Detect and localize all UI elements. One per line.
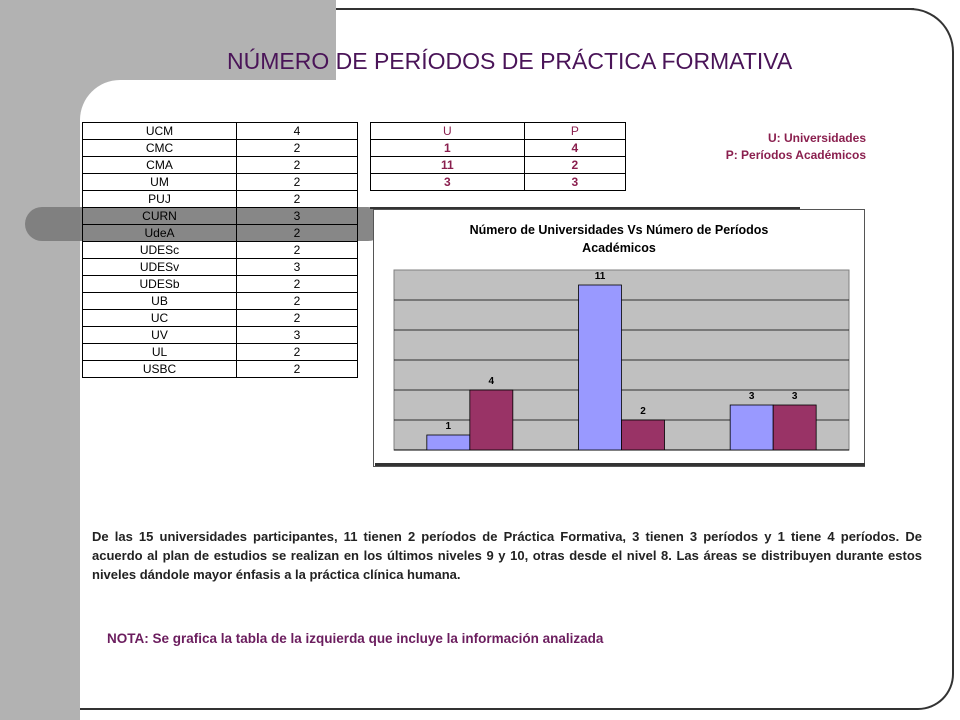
bar	[730, 405, 773, 450]
table-row	[83, 191, 358, 208]
table-row	[83, 242, 358, 259]
data-label: 1	[445, 421, 452, 432]
data-label: 2	[640, 406, 646, 417]
legend-note	[726, 130, 866, 164]
frame-bottom-border	[80, 708, 916, 710]
analysis-paragraph: De las 15 universidades participantes, 11 tienen 2 períodos de Práctica Formativa, 3 tienen 3 períodos y 1 tiene 4 períodos. De acuerdo al plan de estudios se realizan en los últimos niveles 9 y 10, otras desde el nivel 8. Las áreas se distribuyen durante estos niveles dándole mayor énfasis a la práctica clínica humana.	[92, 529, 922, 582]
university-cell: UDESc	[83, 242, 237, 259]
bar	[773, 405, 816, 450]
table-row	[83, 361, 358, 378]
university-cell: UV	[83, 327, 237, 344]
periods-cell: 2	[237, 157, 358, 174]
university-cell: UDESv	[83, 259, 237, 276]
legend-note-p: P: Períodos Académicos	[725, 148, 866, 162]
bar	[427, 435, 470, 450]
table-row	[83, 310, 358, 327]
table-row	[83, 276, 358, 293]
frame-corner	[900, 8, 954, 68]
summary-cell: 4	[524, 140, 625, 157]
bar	[622, 420, 665, 450]
summary-cell: 2	[524, 157, 625, 174]
table-row	[83, 140, 358, 157]
summary-cell: 1	[371, 140, 525, 157]
bar-chart	[373, 209, 865, 467]
universities-table	[82, 122, 358, 378]
university-cell: UDESb	[83, 276, 237, 293]
periods-cell: 2	[237, 242, 358, 259]
table-row	[83, 123, 358, 140]
university-cell: UB	[83, 293, 237, 310]
note-text: NOTA: Se grafica la tabla de la izquierda que incluye la información analizada	[107, 631, 604, 646]
summary-table	[370, 122, 626, 191]
periods-cell: 2	[237, 191, 358, 208]
summary-cell: 3	[524, 174, 625, 191]
chart-shadow	[375, 463, 865, 466]
frame-bottom-corner	[914, 672, 954, 710]
periods-cell: 2	[237, 276, 358, 293]
summary-header-u: U	[371, 123, 525, 140]
university-cell: UdeA	[83, 225, 237, 242]
chart-title-line: Número de Universidades Vs Número de Períodos	[469, 223, 769, 237]
legend-note-u: U: Universidades	[767, 131, 866, 145]
university-cell: UL	[83, 344, 237, 361]
table-row	[83, 157, 358, 174]
periods-cell: 2	[237, 140, 358, 157]
periods-cell: 3	[237, 259, 358, 276]
table-row	[83, 327, 358, 344]
data-label: 11	[594, 271, 606, 282]
university-cell: CMA	[83, 157, 237, 174]
periods-cell: 2	[237, 344, 358, 361]
university-cell: UM	[83, 174, 237, 191]
university-cell: PUJ	[83, 191, 237, 208]
table-row	[83, 225, 358, 242]
periods-cell: 4	[237, 123, 358, 140]
university-cell: CURN	[83, 208, 237, 225]
data-label: 3	[748, 391, 755, 402]
university-cell: UC	[83, 310, 237, 327]
periods-cell: 2	[237, 310, 358, 327]
university-cell: CMC	[83, 140, 237, 157]
frame-right-border	[952, 60, 954, 674]
university-cell: UCM	[83, 123, 237, 140]
periods-cell: 2	[237, 293, 358, 310]
chart-title-line: Académicos	[582, 241, 656, 255]
periods-cell: 2	[237, 361, 358, 378]
table-row	[83, 208, 358, 225]
table-row	[83, 174, 358, 191]
bar	[470, 390, 513, 450]
bar	[579, 285, 622, 450]
table-row	[83, 293, 358, 310]
periods-cell: 3	[237, 208, 358, 225]
periods-cell: 2	[237, 225, 358, 242]
table-row	[83, 259, 358, 276]
frame-top-border	[336, 8, 914, 10]
periods-cell: 3	[237, 327, 358, 344]
bar-chart-svg	[374, 210, 864, 466]
table-row	[83, 344, 358, 361]
data-label: 3	[791, 391, 798, 402]
left-gray-band	[0, 0, 80, 720]
summary-cell: 3	[371, 174, 525, 191]
summary-header-p: P	[524, 123, 625, 140]
university-cell: USBC	[83, 361, 237, 378]
summary-cell: 11	[371, 157, 525, 174]
page-title: NÚMERO DE PERÍODOS DE PRÁCTICA FORMATIVA	[227, 48, 793, 74]
data-label: 4	[488, 376, 495, 387]
periods-cell: 2	[237, 174, 358, 191]
